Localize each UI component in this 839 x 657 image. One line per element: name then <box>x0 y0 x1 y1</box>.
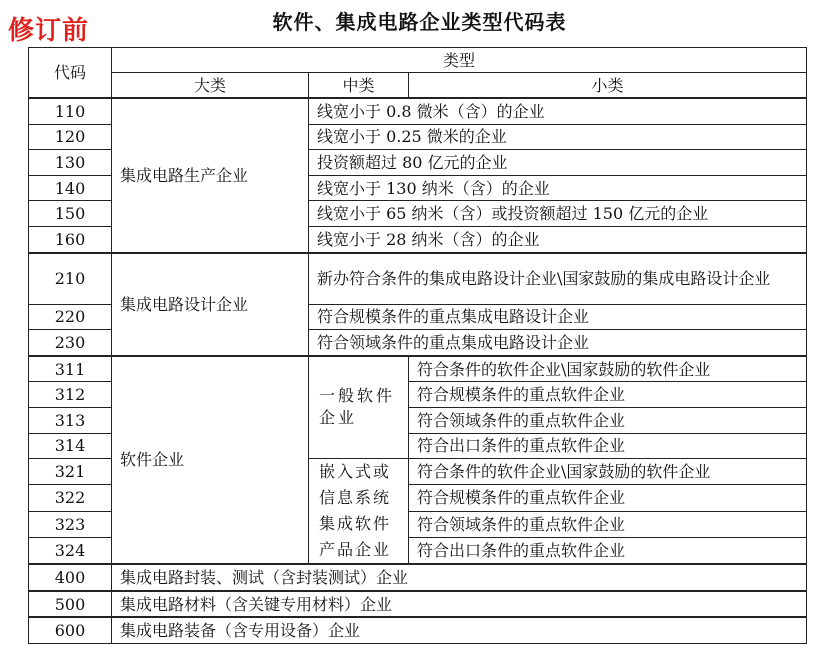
major-software: 软件企业 <box>112 356 309 564</box>
header-medium: 中类 <box>309 73 409 99</box>
code-cell: 140 <box>29 175 112 201</box>
desc-cell: 符合领域条件的重点集成电路设计企业 <box>309 330 807 356</box>
desc-cell: 投资额超过 80 亿元的企业 <box>309 150 807 176</box>
code-cell: 313 <box>29 407 112 433</box>
code-cell: 321 <box>29 459 112 485</box>
table-row <box>29 617 807 643</box>
desc-cell: 符合出口条件的重点软件企业 <box>409 433 807 459</box>
code-cell: 323 <box>29 511 112 537</box>
desc-cell: 集成电路装备（含专用设备）企业 <box>112 617 807 643</box>
desc-cell: 符合领域条件的重点软件企业 <box>409 511 807 537</box>
table-row <box>29 98 807 124</box>
table-row <box>29 564 807 591</box>
code-cell: 230 <box>29 330 112 356</box>
code-cell: 311 <box>29 356 112 382</box>
desc-cell: 符合规模条件的重点软件企业 <box>409 382 807 408</box>
code-cell: 314 <box>29 433 112 459</box>
medium-sw-embedded: 嵌入式或信息系统集成软件产品企业 <box>309 459 409 565</box>
code-cell: 150 <box>29 201 112 227</box>
code-cell: 220 <box>29 304 112 330</box>
code-cell: 400 <box>29 564 112 591</box>
header-row <box>29 48 807 73</box>
code-cell: 130 <box>29 150 112 176</box>
header-code: 代码 <box>29 48 112 99</box>
medium-sw-general: 一般软件企业 <box>309 356 409 459</box>
desc-cell: 符合条件的软件企业\国家鼓励的软件企业 <box>409 459 807 485</box>
table-row <box>29 356 807 382</box>
code-cell: 110 <box>29 98 112 124</box>
code-cell: 500 <box>29 591 112 618</box>
revision-badge: 修订前 <box>8 16 90 46</box>
header-type: 类型 <box>112 48 807 73</box>
code-cell: 600 <box>29 617 112 643</box>
code-cell: 160 <box>29 226 112 252</box>
code-cell: 210 <box>29 253 112 305</box>
header-minor: 小类 <box>409 73 807 99</box>
desc-cell: 线宽小于 0.8 微米（含）的企业 <box>309 98 807 124</box>
code-cell: 312 <box>29 382 112 408</box>
major-ic-design: 集成电路设计企业 <box>112 253 309 356</box>
table-row <box>29 591 807 618</box>
table-row <box>29 253 807 305</box>
code-cell: 120 <box>29 124 112 150</box>
desc-cell: 符合规模条件的重点软件企业 <box>409 485 807 511</box>
code-cell: 324 <box>29 537 112 564</box>
desc-cell: 线宽小于 28 纳米（含）的企业 <box>309 226 807 252</box>
desc-cell: 新办符合条件的集成电路设计企业\国家鼓励的集成电路设计企业 <box>309 253 807 305</box>
desc-cell: 符合领域条件的重点软件企业 <box>409 407 807 433</box>
desc-cell: 符合出口条件的重点软件企业 <box>409 537 807 564</box>
type-code-table <box>28 47 807 644</box>
desc-cell: 符合条件的软件企业\国家鼓励的软件企业 <box>409 356 807 382</box>
major-ic-mfg: 集成电路生产企业 <box>112 98 309 253</box>
header-major: 大类 <box>112 73 309 99</box>
header-subrow <box>29 73 807 99</box>
desc-cell: 符合规模条件的重点集成电路设计企业 <box>309 304 807 330</box>
code-cell: 322 <box>29 485 112 511</box>
desc-cell: 线宽小于 0.25 微米的企业 <box>309 124 807 150</box>
desc-cell: 集成电路材料（含关键专用材料）企业 <box>112 591 807 618</box>
page-title: 软件、集成电路企业类型代码表 <box>272 10 567 34</box>
desc-cell: 线宽小于 130 纳米（含）的企业 <box>309 175 807 201</box>
desc-cell: 线宽小于 65 纳米（含）或投资额超过 150 亿元的企业 <box>309 201 807 227</box>
desc-cell: 集成电路封装、测试（含封装测试）企业 <box>112 564 807 591</box>
